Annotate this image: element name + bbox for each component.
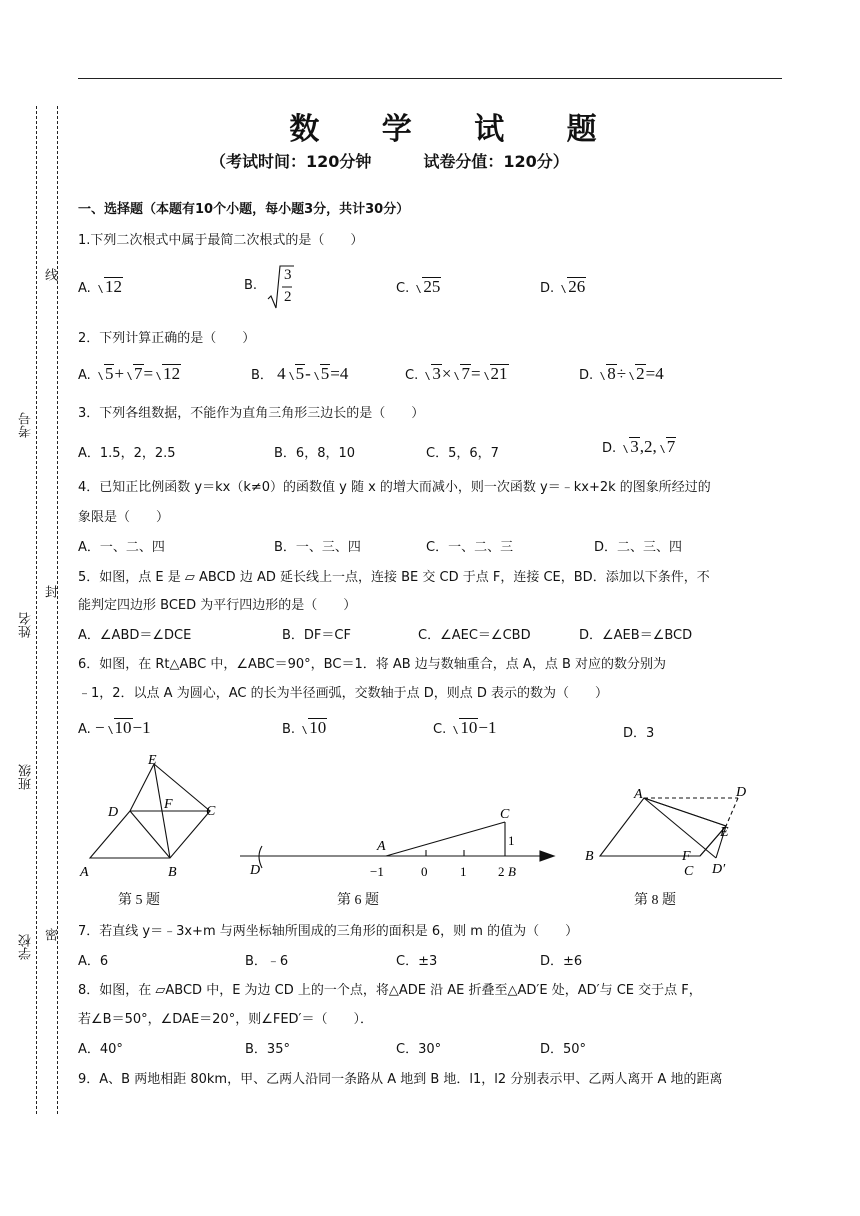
- q3-option-b: B．6，8，10: [274, 446, 356, 461]
- q7-option-d: D．±6: [540, 954, 583, 969]
- exam-score: 试卷分值：120分）: [423, 152, 569, 171]
- q1-option-c-label: C.: [396, 281, 410, 296]
- svg-text:D: D: [108, 805, 119, 820]
- figure-8-caption: 第 8 题: [634, 893, 676, 908]
- question-3-stem: 3．下列各组数据，不能作为直角三角形三边长的是（ ）: [78, 406, 425, 421]
- q6-c-expression: 10−1: [450, 718, 496, 737]
- question-8-stem-line2: 若∠B＝50°，∠DAE＝20°，则∠FED′＝（ ）．: [78, 1012, 374, 1027]
- class-label: 班级: [19, 764, 34, 790]
- q2-option-a-label: A.: [78, 368, 91, 383]
- svg-text:F: F: [682, 849, 691, 864]
- svg-text:F: F: [164, 797, 173, 812]
- q4-option-b: B．一、三、四: [274, 540, 361, 555]
- section-heading: 一、选择题（本题有10个小题，每小题3分，共计30分）: [78, 202, 410, 217]
- svg-text:E: E: [148, 753, 157, 768]
- exam-number-label: 考号: [19, 412, 34, 438]
- svg-text:D: D: [736, 785, 747, 800]
- q6-option-b: [282, 718, 327, 738]
- q6-option-c-label: C.: [433, 722, 447, 737]
- svg-text:A: A: [377, 839, 386, 854]
- binding-label-line: 线: [42, 268, 57, 281]
- q1-option-d-label: D.: [540, 281, 555, 296]
- q4-option-d: D．二、三、四: [594, 540, 683, 555]
- question-1-stem: 1.下列二次根式中属于最简二次根式的是（ ）: [78, 233, 364, 248]
- question-5-stem-line2: 能判定四边形 BCED 为平行四边形的是（ ）: [78, 598, 357, 613]
- q1-option-a-label: A.: [78, 281, 91, 296]
- svg-text:B: B: [585, 849, 594, 864]
- q6-option-c: [433, 718, 496, 738]
- question-5-stem-line1: 5．如图，点 E 是 ▱ ABCD 边 AD 延长线上一点，连接 BE 交 CD 于点 F，连接 CE，BD．添加以下条件，不: [78, 570, 710, 585]
- q1-b-numerator: 3: [284, 267, 292, 283]
- q7-option-c: C．±3: [396, 954, 438, 969]
- question-4-stem-line1: 4．已知正比例函数 y＝kx（k≠0）的函数值 y 随 x 的增大而减小，则一次函数 y＝﹣kx+2k 的图象所经过的: [78, 480, 711, 495]
- q1-a-radical: [95, 277, 123, 297]
- svg-text:C: C: [684, 864, 694, 879]
- binding-label-seal: 封: [42, 585, 57, 598]
- q1-d-radical: [558, 277, 586, 297]
- svg-text:A: A: [634, 787, 643, 802]
- q1-option-b-label: B.: [244, 278, 258, 293]
- page-title: 数 学 试 题: [289, 112, 623, 147]
- name-label: 姓名: [19, 612, 34, 638]
- svg-text:B: B: [168, 865, 177, 880]
- svg-text:1: 1: [460, 864, 467, 879]
- svg-text:−1: −1: [370, 864, 384, 879]
- q2-option-b-label: B．: [251, 368, 273, 383]
- q2-d-expression: 8÷ 2=4: [597, 364, 663, 383]
- svg-text:D′: D′: [712, 862, 726, 877]
- q1-option-a: [78, 277, 123, 297]
- q1-d-radicand: 26: [568, 277, 586, 296]
- q8-option-b: B．35°: [245, 1042, 290, 1057]
- q6-a-expression: − 10−1: [94, 718, 151, 737]
- figure-8: [582, 782, 772, 882]
- q8-option-c: C．30°: [396, 1042, 442, 1057]
- svg-text:D: D: [250, 863, 261, 878]
- binding-label-secret: 密: [42, 928, 57, 941]
- q4-option-c: C．一、二、三: [426, 540, 514, 555]
- q6-b-expression: 10: [299, 718, 327, 737]
- binding-dashed-line-outer: [36, 106, 37, 1114]
- q2-option-d-label: D.: [579, 368, 594, 383]
- q2-option-b: [251, 364, 348, 384]
- q6-option-b-label: B.: [282, 722, 296, 737]
- q2-option-d: [579, 364, 664, 384]
- q1-option-c: [396, 277, 441, 297]
- q7-option-a: A．6: [78, 954, 109, 969]
- svg-text:2: 2: [498, 864, 505, 879]
- q6-option-d: D．3: [623, 726, 655, 741]
- q4-option-a: A．一、二、四: [78, 540, 165, 555]
- q3-option-a: A．1.5，2，2.5: [78, 446, 176, 461]
- q8-option-d: D．50°: [540, 1042, 587, 1057]
- binding-dashed-line-inner: [57, 106, 58, 1114]
- q2-option-c: [405, 364, 509, 384]
- question-4-stem-line2: 象限是（ ）: [78, 510, 170, 525]
- q7-option-b: B．﹣6: [245, 954, 289, 969]
- figure-5-caption: 第 5 题: [118, 893, 160, 908]
- svg-text:C: C: [206, 804, 216, 819]
- q3-option-c: C．5，6，7: [426, 446, 499, 461]
- q1-c-radical: [413, 277, 441, 297]
- svg-text:C: C: [500, 807, 510, 822]
- question-6-stem-line2: ﹣1，2．以点 A 为圆心，AC 的长为半径画弧，交数轴于点 D，则点 D 表示的数为（ ）: [78, 686, 608, 701]
- q8-option-a: A．40°: [78, 1042, 123, 1057]
- question-6-stem-line1: 6．如图，在 Rt△ABC 中，∠ABC＝90°，BC＝1．将 AB 边与数轴重合，点 A，点 B 对应的数分别为: [78, 657, 667, 672]
- q3-d-expression: 3,2, 7: [620, 437, 676, 456]
- exam-time: （考试时间：120分钟: [210, 152, 372, 171]
- figure-6-caption: 第 6 题: [337, 893, 379, 908]
- header-rule: [78, 78, 782, 79]
- figure-5: [74, 750, 224, 882]
- exam-info: [210, 149, 569, 172]
- q2-a-expression: 5+ 7= 12: [95, 364, 181, 383]
- svg-text:A: A: [80, 865, 89, 880]
- q1-a-radicand: 12: [104, 277, 122, 296]
- q2-option-a: [78, 364, 181, 384]
- question-2-stem: 2．下列计算正确的是（ ）: [78, 331, 256, 346]
- q3-option-d-label: D.: [602, 441, 617, 456]
- svg-text:E: E: [720, 825, 729, 840]
- q5-option-c: C．∠AEC＝∠CBD: [418, 628, 531, 643]
- q5-option-b: B．DF＝CF: [282, 628, 351, 643]
- q1-c-radicand: 25: [423, 277, 441, 296]
- svg-text:0: 0: [421, 864, 428, 879]
- q1-option-d: [540, 277, 586, 297]
- svg-text:1: 1: [508, 833, 515, 848]
- q1-option-b: [244, 265, 292, 305]
- q5-option-d: D．∠AEB＝∠BCD: [579, 628, 693, 643]
- figure-6: [236, 800, 558, 882]
- question-8-stem-line1: 8．如图，在 ▱ABCD 中，E 为边 CD 上的一个点，将△ADE 沿 AE 折叠至△AD′E 处，AD′与 CE 交于点 F，: [78, 983, 702, 998]
- question-9-stem: 9．A、B 两地相距 80km，甲、乙两人沿同一条路从 A 地到 B 地．l1，l2 分别表示甲、乙两人离开 A 地的距离: [78, 1072, 723, 1087]
- q3-option-d: [602, 437, 676, 457]
- q5-option-a: A．∠ABD＝∠DCE: [78, 628, 192, 643]
- q1-b-denominator: 2: [284, 289, 292, 305]
- q2-option-c-label: C.: [405, 368, 419, 383]
- q6-option-a: [78, 718, 151, 738]
- svg-text:B: B: [508, 864, 516, 879]
- q6-option-a-label: A.: [78, 722, 91, 737]
- q2-b-expression: 4 5- 5=4: [277, 364, 349, 383]
- question-7-stem: 7．若直线 y＝﹣3x+m 与两坐标轴所围成的三角形的面积是 6，则 m 的值为（ ）: [78, 924, 579, 939]
- school-label: 学校: [19, 934, 34, 960]
- q2-c-expression: 3× 7= 21: [422, 364, 508, 383]
